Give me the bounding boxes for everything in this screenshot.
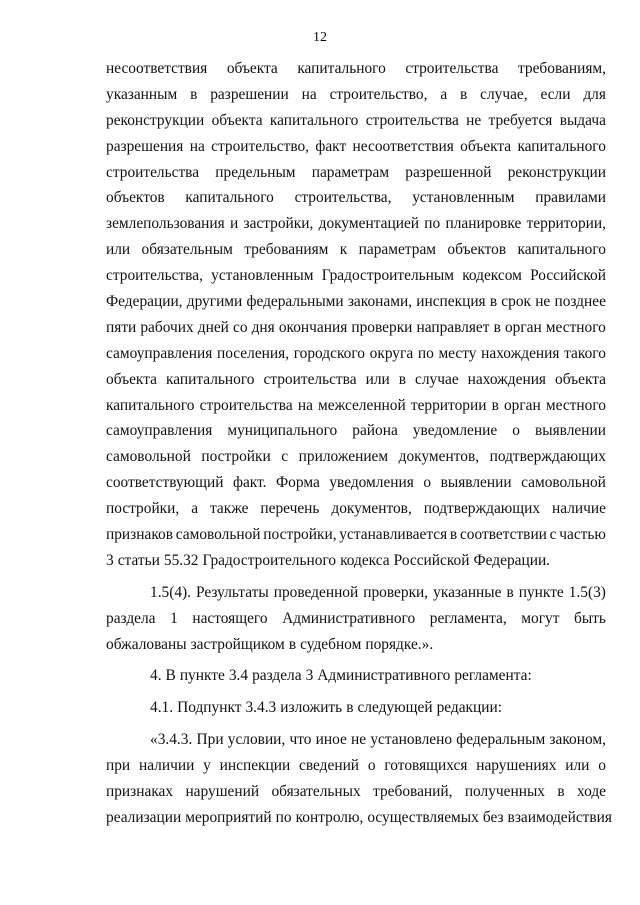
word: уведомления <box>329 474 414 492</box>
word: устанавливается <box>339 526 448 544</box>
word: нарушений <box>185 783 260 801</box>
word: срок <box>501 293 531 311</box>
word: в <box>449 526 458 544</box>
word: выдача <box>559 111 606 129</box>
text-line <box>106 237 606 263</box>
word: подтверждающих <box>423 500 541 518</box>
word: наличие <box>552 500 606 518</box>
word: установленным <box>211 267 314 285</box>
word: законом, <box>549 731 606 749</box>
word: местного <box>545 396 606 414</box>
word: для <box>583 85 606 103</box>
text-line <box>106 727 606 753</box>
word: пункте <box>179 667 225 685</box>
text-line <box>106 134 606 160</box>
word: не <box>535 293 551 311</box>
text-line <box>106 367 606 393</box>
word: требованиям, <box>517 60 606 77</box>
word: округа <box>369 344 414 362</box>
word: строительства <box>405 60 499 77</box>
word: быть <box>574 609 606 627</box>
word: установлено <box>370 731 453 749</box>
word: о <box>423 474 432 492</box>
word: Российской <box>393 551 470 569</box>
word: требованиям <box>244 241 329 259</box>
word: объекта <box>106 370 157 388</box>
word: орган <box>504 318 542 336</box>
word: осуществляемых <box>367 808 479 826</box>
text-line <box>106 211 606 237</box>
word: обязательных <box>271 783 361 801</box>
word: капитального <box>517 241 606 259</box>
word: 1.5(4). <box>150 583 192 601</box>
text-line <box>106 444 606 470</box>
word: по <box>275 808 292 826</box>
page-number: 12 <box>313 30 327 45</box>
paragraph <box>106 663 606 689</box>
text-line <box>106 470 606 496</box>
word: объектов <box>447 241 507 259</box>
word: в <box>190 85 198 103</box>
word: судебном <box>300 635 362 653</box>
word: подтверждающих <box>489 448 606 466</box>
word: капитального <box>297 60 386 77</box>
word: редакции: <box>436 699 503 717</box>
word: регламента: <box>454 667 532 685</box>
word: строительства <box>199 396 293 414</box>
text-line <box>106 779 606 805</box>
word: 3.4.3 <box>245 699 277 717</box>
word: поселения, <box>216 344 290 362</box>
word: объекта <box>460 137 512 155</box>
word: в <box>491 396 499 414</box>
word: с <box>549 526 557 544</box>
word: случае <box>415 370 459 388</box>
word: окончания <box>278 318 348 336</box>
word: в <box>489 293 498 311</box>
word: направляет <box>416 318 490 336</box>
word: кодексом <box>462 267 522 285</box>
word: о <box>598 757 606 775</box>
text-line <box>106 315 606 341</box>
word: самоуправления <box>106 344 213 362</box>
word: другими <box>186 293 243 311</box>
word: наличии <box>138 757 195 775</box>
word: на <box>301 85 317 103</box>
word: строительства, <box>294 189 392 207</box>
text-line <box>106 632 606 658</box>
word: капитального <box>165 370 255 388</box>
word: могут <box>521 609 560 627</box>
word: Федерации. <box>473 551 551 569</box>
word: 55.32 <box>163 551 199 569</box>
word: федеральными <box>246 293 344 311</box>
word: городского <box>293 344 365 362</box>
word: частью <box>559 526 606 544</box>
word: пяти <box>106 318 137 336</box>
text-line <box>106 805 612 831</box>
word: готовящихся <box>384 757 468 775</box>
word: или <box>565 757 590 775</box>
word: самовольной <box>175 526 261 544</box>
word: полученных <box>464 783 545 801</box>
word: строительства <box>106 163 200 181</box>
word: объекта <box>226 60 278 77</box>
word: иное <box>315 731 347 749</box>
text-line <box>106 160 606 186</box>
word: приложением <box>298 448 389 466</box>
word: признаках <box>106 783 174 801</box>
word: такого <box>564 344 606 362</box>
word: объекта <box>555 370 606 388</box>
word: 1 <box>170 609 178 627</box>
word: на <box>297 396 313 414</box>
word: пункте <box>518 583 564 601</box>
word: межселенной <box>318 396 406 414</box>
document-body <box>106 56 612 831</box>
text-line <box>106 341 606 367</box>
word: нахождения <box>481 344 560 362</box>
word: капитального <box>517 137 606 155</box>
word: о <box>367 757 376 775</box>
word: самоуправления <box>106 422 213 440</box>
word: контролю, <box>295 808 364 826</box>
text-line <box>106 580 606 606</box>
word: правилами <box>535 189 606 207</box>
word: изложить <box>280 699 343 717</box>
word: в <box>460 85 468 103</box>
word: проведенной <box>273 583 359 601</box>
word: раздела <box>252 667 302 685</box>
word: в <box>557 783 565 801</box>
word: капитального <box>269 111 359 129</box>
word: с <box>281 448 289 466</box>
word: объектов <box>106 189 165 207</box>
word: строительства, <box>106 267 203 285</box>
word: по <box>417 344 434 362</box>
text-line <box>106 548 606 574</box>
word: законами, <box>347 293 413 311</box>
word: у <box>203 757 211 775</box>
text-line <box>106 606 606 632</box>
word: установленным <box>412 189 515 207</box>
word: 4. <box>150 667 162 685</box>
word: не <box>466 111 482 129</box>
word: проверки <box>351 318 413 336</box>
word: строительства <box>263 370 357 388</box>
word: Административного <box>317 667 451 685</box>
word: строительства <box>365 111 459 129</box>
word: а <box>440 85 448 103</box>
word: мероприятий <box>185 808 272 826</box>
word: параметрам <box>358 241 437 259</box>
word: соответствии <box>459 526 547 544</box>
word: указанным <box>106 85 178 103</box>
word: факт. <box>233 474 267 492</box>
word: «3.4.3. <box>150 731 193 749</box>
word: федеральным <box>456 731 546 749</box>
word: факт <box>315 137 347 155</box>
word: и <box>230 215 239 233</box>
word: территории, <box>526 215 606 233</box>
word: постройки, <box>106 500 180 518</box>
word: Административного <box>282 609 416 627</box>
word: района <box>352 422 398 440</box>
word: застройщиком <box>190 635 285 653</box>
word: При <box>196 731 224 749</box>
text-line <box>106 289 606 315</box>
text-line <box>106 663 606 689</box>
word: объекта <box>211 111 263 129</box>
paragraph <box>106 56 606 574</box>
word: капитального <box>185 189 274 207</box>
word: самовольной <box>106 448 191 466</box>
word: предельным <box>215 163 296 181</box>
word: Форма <box>276 474 320 492</box>
word: в <box>346 699 354 717</box>
word: инспекция <box>416 293 486 311</box>
word: следующей <box>357 699 433 717</box>
word: уведомление <box>412 422 498 440</box>
word: выявлении <box>534 422 606 440</box>
word: если <box>540 85 571 103</box>
word: Подпункт <box>177 699 242 717</box>
word: планировке <box>445 215 522 233</box>
paragraph <box>106 695 606 721</box>
word: несоответствия <box>106 60 208 77</box>
word: Градостроительного <box>202 551 337 569</box>
word: 1.5(3) <box>568 583 606 601</box>
word: дней <box>197 318 229 336</box>
word: по <box>424 215 441 233</box>
word: позднее <box>554 293 606 311</box>
paragraph <box>106 580 606 658</box>
word: соответствующий <box>106 474 224 492</box>
word: нарушениях <box>476 757 557 775</box>
word: требований, <box>373 783 453 801</box>
word: регламента, <box>429 609 507 627</box>
word: со <box>232 318 248 336</box>
word: что <box>289 731 312 749</box>
word: обжалованы <box>106 635 187 653</box>
word: 4.1. <box>150 699 174 717</box>
word: местного <box>545 318 606 336</box>
word: проверки, <box>363 583 429 601</box>
word: дня <box>251 318 275 336</box>
word: рабочих <box>140 318 194 336</box>
word: Результаты <box>196 583 269 601</box>
word: настоящего <box>192 609 268 627</box>
word: случае, <box>480 85 528 103</box>
text-line <box>106 185 606 211</box>
word: указанные <box>433 583 502 601</box>
word: документацией <box>318 215 420 233</box>
word: без <box>482 808 504 826</box>
word: раздела <box>106 609 156 627</box>
paragraph <box>106 727 612 831</box>
word: Федерации, <box>106 293 183 311</box>
word: разрешенной <box>405 163 492 181</box>
text-line <box>106 496 606 522</box>
word: разрешении <box>210 85 289 103</box>
word: порядке.». <box>365 635 434 653</box>
word: строительство, <box>211 137 310 155</box>
word: орган <box>503 396 541 414</box>
word: к <box>339 241 348 259</box>
word: сведений <box>299 757 360 775</box>
text-line <box>106 418 606 444</box>
text-line <box>106 522 606 548</box>
word: о <box>512 422 520 440</box>
word: документов, <box>398 448 480 466</box>
word: не <box>351 731 367 749</box>
word: инспекции <box>219 757 291 775</box>
word: застройки, <box>243 215 314 233</box>
word: перечень <box>260 500 320 518</box>
word: реализации <box>106 808 182 826</box>
word: документов, <box>331 500 412 518</box>
word: Российской <box>530 267 606 285</box>
text-line <box>106 263 606 289</box>
word: обязательным <box>141 241 233 259</box>
word: или <box>365 370 390 388</box>
word: строительство, <box>329 85 428 103</box>
word: землепользования <box>106 215 225 233</box>
text-line <box>106 56 606 82</box>
word: а <box>191 500 199 518</box>
word: 3.4 <box>228 667 249 685</box>
text-line <box>106 393 606 419</box>
word: требуется <box>488 111 553 129</box>
word: муниципального <box>227 422 338 440</box>
word: или <box>106 241 131 259</box>
word: постройки <box>201 448 271 466</box>
word: в <box>288 635 297 653</box>
word: самовольной <box>521 474 606 492</box>
text-line <box>106 753 606 779</box>
word: капитального <box>106 396 195 414</box>
word: выявлении <box>440 474 512 492</box>
word: территории <box>410 396 487 414</box>
word: на <box>189 137 205 155</box>
word: реконструкции <box>106 111 205 129</box>
word: 3 <box>106 551 114 569</box>
word: в <box>506 583 514 601</box>
word: месту <box>438 344 477 362</box>
word: взаимодействия <box>507 808 612 826</box>
word: параметрам <box>311 163 390 181</box>
text-line <box>106 695 606 721</box>
word: 3 <box>305 667 314 685</box>
word: также <box>209 500 249 518</box>
word: Градостроительным <box>321 267 454 285</box>
word: в <box>493 318 501 336</box>
word: разрешения <box>106 137 184 155</box>
word: условии, <box>227 731 286 749</box>
word: в <box>398 370 407 388</box>
word: нахождения <box>467 370 547 388</box>
word: ходе <box>576 783 606 801</box>
word: признаков <box>106 526 173 544</box>
word: кодекса <box>340 551 390 569</box>
word: реконструкции <box>507 163 606 181</box>
text-line <box>106 82 606 108</box>
word: В <box>165 667 176 685</box>
word: при <box>106 757 131 775</box>
word: статьи <box>117 551 160 569</box>
word: постройки, <box>263 526 337 544</box>
word: несоответствия <box>352 137 454 155</box>
text-line <box>106 108 606 134</box>
